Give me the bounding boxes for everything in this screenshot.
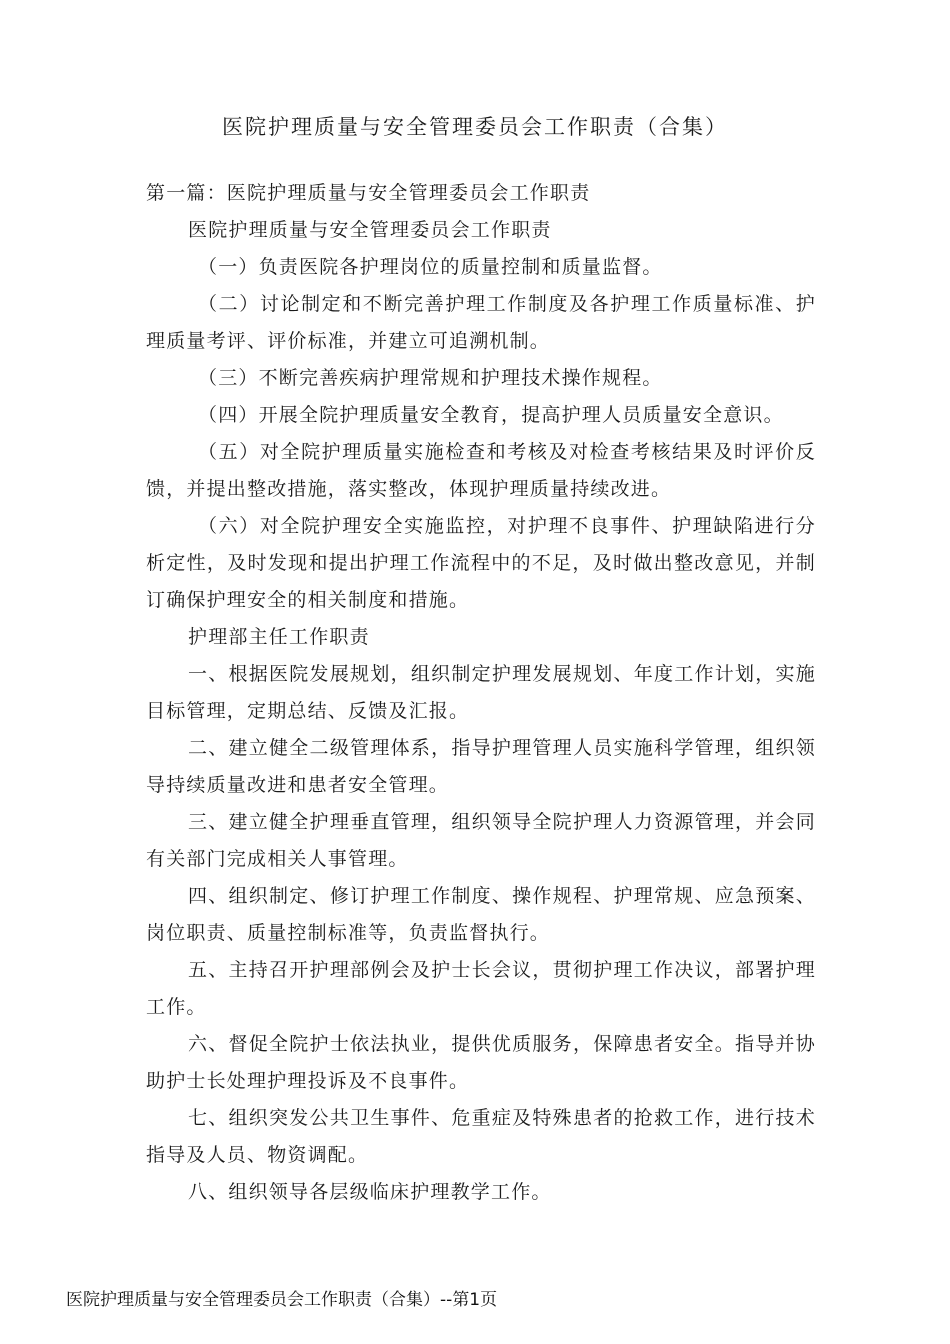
committee-duty-1: （一）负责医院各护理岗位的质量控制和质量监督。 <box>198 256 663 278</box>
director-duty-5: 五、主持召开护理部例会及护士长会议，贯彻护理工作决议，部署护理工作。 <box>146 959 816 1018</box>
director-duty-8: 八、组织领导各层级临床护理教学工作。 <box>188 1181 552 1203</box>
chapter-heading: 第一篇：医院护理质量与安全管理委员会工作职责 <box>146 182 591 204</box>
page-footer: 医院护理质量与安全管理委员会工作职责（合集）--第1页 <box>66 1290 498 1310</box>
director-duty-6: 六、督促全院护士依法执业，提供优质服务，保障患者安全。指导并协助护士长处理护理投诉及不良事件。 <box>146 1033 816 1092</box>
committee-duty-2: （二）讨论制定和不断完善护理工作制度及各护理工作质量标准、护理质量考评、评价标准，并建立可追溯机制。 <box>146 293 816 352</box>
director-duty-2: 二、建立健全二级管理体系，指导护理管理人员实施科学管理，组织领导持续质量改进和患者安全管理。 <box>146 737 816 796</box>
committee-duty-6: （六）对全院护理安全实施监控，对护理不良事件、护理缺陷进行分析定性，及时发现和提出护理工作流程中的不足，及时做出整改意见，并制订确保护理安全的相关制度和措施。 <box>146 515 816 611</box>
committee-subtitle: 医院护理质量与安全管理委员会工作职责 <box>188 219 552 241</box>
director-subtitle: 护理部主任工作职责 <box>188 626 370 648</box>
director-duty-1: 一、根据医院发展规划，组织制定护理发展规划、年度工作计划，实施目标管理，定期总结、反馈及汇报。 <box>146 663 816 722</box>
committee-duty-5: （五）对全院护理质量实施检查和考核及对检查考核结果及时评价反馈，并提出整改措施，落实整改，体现护理质量持续改进。 <box>146 441 816 500</box>
committee-duty-4: （四）开展全院护理质量安全教育，提高护理人员质量安全意识。 <box>198 404 784 426</box>
director-duty-3: 三、建立健全护理垂直管理，组织领导全院护理人力资源管理，并会同有关部门完成相关人事管理。 <box>146 811 816 870</box>
page-title: 医院护理质量与安全管理委员会工作职责（合集） <box>222 115 728 139</box>
director-duty-4: 四、组织制定、修订护理工作制度、操作规程、护理常规、应急预案、岗位职责、质量控制标准等，负责监督执行。 <box>146 885 816 944</box>
committee-duty-3: （三）不断完善疾病护理常规和护理技术操作规程。 <box>198 367 663 389</box>
document-body <box>146 175 816 1211</box>
director-duty-7: 七、组织突发公共卫生事件、危重症及特殊患者的抢救工作，进行技术指导及人员、物资调配。 <box>146 1107 816 1166</box>
